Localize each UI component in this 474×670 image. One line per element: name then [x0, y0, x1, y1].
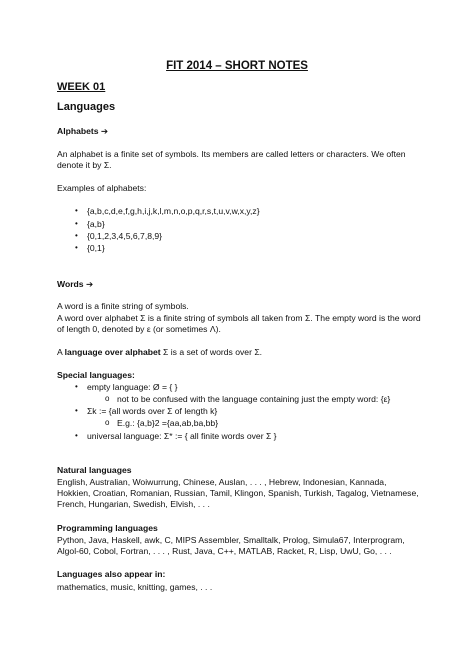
alphabet-example: {0,1}	[87, 243, 105, 253]
alphabet-definition: An alphabet is a finite set of symbols. Its members are called letters or characters. We often denote it by Σ.	[57, 149, 406, 171]
words-heading: Words ➔	[57, 279, 94, 289]
languages-heading: Languages	[57, 101, 116, 113]
empty-language: empty language: Ø = { }	[87, 382, 178, 392]
bullet-icon: •	[75, 431, 78, 440]
week-heading: WEEK 01	[57, 81, 106, 93]
bullet-icon: •	[75, 406, 78, 415]
sigma-k-definition: Σk := {all words over Σ of length k}	[87, 406, 218, 416]
words-line1: A word is a finite string of symbols.	[57, 301, 189, 311]
language-definition	[57, 347, 262, 358]
special-languages-heading: Special languages:	[57, 370, 135, 380]
programming-languages-list: Python, Java, Haskell, awk, C, MIPS Assembler, Smalltalk, Prolog, Simula67, Interprogram, Algol-60, Cobol, Fortran, . . . , Rust, Java, C++, MATLAB, Racket, R, Lisp, UwU, Go, . . .	[57, 535, 405, 557]
bullet-icon: •	[75, 231, 78, 240]
words-line2: A word over alphabet Σ is a finite string of symbols all taken from Σ. The empty word is the word of length 0, denoted by ε (or sometimes Λ).	[57, 313, 421, 335]
languages-also-list: mathematics, music, knitting, games, . . .	[57, 582, 213, 592]
alphabet-example: {a,b,c,d,e,f,g,h,i,j,k,l,m,n,o,p,q,r,s,t,u,v,w,x,y,z}	[87, 206, 260, 216]
universal-language: universal language: Σ* := { all finite words over Σ }	[87, 431, 277, 441]
sub-bullet-icon: o	[105, 394, 110, 403]
programming-languages-heading: Programming languages	[57, 523, 158, 533]
alphabets-heading: Alphabets ➔	[57, 126, 109, 136]
alphabet-examples-intro: Examples of alphabets:	[57, 183, 147, 193]
language-def-pre: A	[57, 347, 65, 357]
empty-language-note: not to be confused with the language containing just the empty word: {ε}	[117, 394, 391, 404]
bullet-icon: •	[75, 206, 78, 215]
page-title: FIT 2014 – SHORT NOTES	[166, 60, 308, 72]
sub-bullet-icon: o	[105, 418, 110, 427]
alphabet-example: {0,1,2,3,4,5,6,7,8,9}	[87, 231, 163, 241]
bullet-icon: •	[75, 219, 78, 228]
natural-languages-heading: Natural languages	[57, 465, 132, 475]
alphabet-example: {a,b}	[87, 219, 105, 229]
bullet-icon: •	[75, 243, 78, 252]
natural-languages-list: English, Australian, Woiwurrung, Chinese, Auslan, . . . , Hebrew, Indonesian, Kannada, Hokkien, Croatian, Romanian, Russian, Tamil, Klingon, Spanish, Turkish, Tagalog, Vietnamese, French, Hungarian, Swedish, Elvish, . . .	[57, 477, 419, 510]
languages-also-heading: Languages also appear in:	[57, 569, 166, 579]
bullet-icon: •	[75, 382, 78, 391]
sigma-k-example: E.g.: {a,b}2 ={aa,ab,ba,bb}	[117, 418, 219, 428]
language-def-term: language over alphabet	[64, 347, 161, 357]
language-def-post: Σ is a set of words over Σ.	[160, 347, 263, 357]
